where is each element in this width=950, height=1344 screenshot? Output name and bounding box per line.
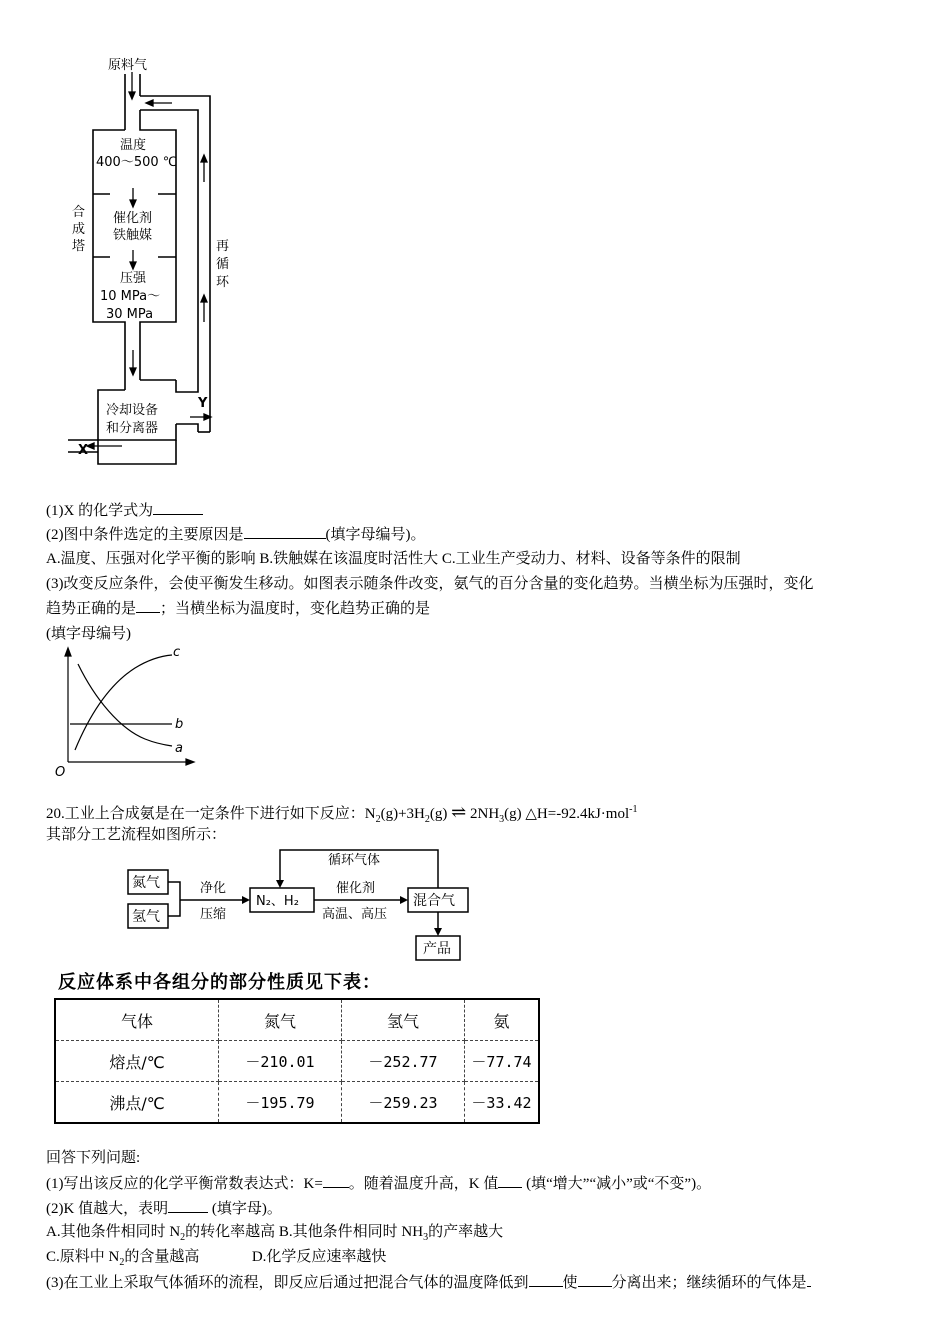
catalyst-label: 催化剂 <box>336 881 376 896</box>
option-text: A.其他条件相同时 N <box>46 1224 181 1240</box>
answer-blank[interactable] <box>323 1173 349 1188</box>
eq-sub: 2 <box>424 814 430 825</box>
tower-label-1: 合 <box>72 205 86 220</box>
q19-2 <box>46 524 426 545</box>
eq-text-4: 2NH <box>466 806 500 822</box>
equilibrium-arrow: ⇌ <box>451 802 467 822</box>
recycle-label-3: 环 <box>216 275 230 290</box>
series-b-label: b <box>175 717 184 732</box>
answer-intro: 回答下列问题: <box>46 1150 141 1166</box>
answer-blank[interactable] <box>136 598 160 613</box>
tower-label-3: 塔 <box>72 239 86 254</box>
eq-text-1: 20.工业上合成氨是在一定条件下进行如下反应：N <box>46 806 376 822</box>
q20-2-text: (2)K 值越大，表明 <box>46 1201 169 1217</box>
table-cell: －33.42 <box>465 1082 540 1124</box>
table-header: 氨 <box>465 999 540 1041</box>
q20-2 <box>46 1198 282 1219</box>
table-row <box>55 1041 539 1082</box>
table-cell: －210.01 <box>219 1041 342 1082</box>
table-header: 氮气 <box>219 999 342 1041</box>
y-axis-arrow <box>65 648 71 656</box>
answer-blank[interactable] <box>153 500 203 515</box>
option-text: 的含量越高 D.化学反应速率越快 <box>124 1249 387 1265</box>
process-flow-diagram <box>120 846 480 964</box>
recycle-label-1: 再 <box>216 239 230 254</box>
eq-sup: -1 <box>629 804 638 815</box>
recycle-label-2: 循 <box>216 257 230 272</box>
answer-blank[interactable] <box>498 1173 522 1188</box>
table-cell: －77.74 <box>465 1041 540 1082</box>
q20-3-text: (3)在工业上采取气体循环的流程，即反应后通过把混合气体的温度降低到 <box>46 1275 529 1291</box>
q19-3-text-2: ；当横坐标为温度时，变化趋势正确的是 <box>160 601 431 617</box>
catalyst-label: 催化剂 <box>113 211 153 226</box>
series-c-line <box>75 655 172 750</box>
x-axis-arrow <box>186 759 194 765</box>
origin-label: O <box>55 765 66 778</box>
pressure-label: 压强 <box>120 271 147 286</box>
table-header-row <box>55 999 539 1041</box>
series-a-line <box>78 664 172 746</box>
eq-text-5: (g) △H=-92.4kJ·mol <box>504 806 630 822</box>
option-sub: 2 <box>119 1257 125 1268</box>
tower-label-2: 成 <box>72 222 86 237</box>
table-cell: －259.23 <box>342 1082 465 1124</box>
q19-1-text: (1)X 的化学式为 <box>46 503 154 519</box>
q20-1 <box>46 1173 711 1194</box>
table-header: 氢气 <box>342 999 465 1041</box>
synthesis-tower-diagram <box>60 52 250 472</box>
mix-input-label: N₂、H₂ <box>256 894 299 909</box>
eq-text-3: (g) <box>429 806 452 822</box>
table-cell: －252.77 <box>342 1041 465 1082</box>
nitrogen-label: 氮气 <box>132 875 160 891</box>
recycle-label: 循环气体 <box>328 853 381 868</box>
q19-3-line2 <box>46 598 430 619</box>
series-c-label: c <box>173 645 181 660</box>
table-title: 反应体系中各组分的部分性质见下表： <box>58 972 381 993</box>
x-label: X <box>78 443 89 458</box>
hydrogen-label: 氢气 <box>132 909 160 925</box>
q20-process-intro: 其部分工艺流程如图所示： <box>46 827 227 843</box>
option-text: 的产率越大 <box>428 1224 504 1240</box>
eq-sub: 3 <box>499 814 505 825</box>
product-label: 产品 <box>423 941 451 957</box>
answer-blank[interactable] <box>244 524 326 539</box>
table-cell: 沸点/℃ <box>55 1082 219 1124</box>
option-sub: 2 <box>180 1232 186 1243</box>
purify-label: 净化 <box>200 881 227 896</box>
answer-blank[interactable] <box>529 1272 563 1287</box>
eq-sub: 2 <box>375 814 381 825</box>
q20-1-text-2: 。随着温度升高，K 值 <box>348 1176 499 1192</box>
compress-label: 压缩 <box>200 907 227 922</box>
answer-blank[interactable] <box>168 1198 208 1213</box>
q20-3 <box>46 1272 811 1293</box>
q20-2-hint: (填字母)。 <box>208 1201 282 1217</box>
q20-3-text-2: 使 <box>562 1275 578 1291</box>
cooler-label-1: 冷却设备 <box>106 403 159 418</box>
option-text: C.原料中 N <box>46 1249 120 1265</box>
pressure-range-2: 30 MPa <box>106 307 154 322</box>
q19-3-line3: (填字母编号) <box>46 626 131 642</box>
option-text: 的转化率越高 B.其他条件相同时 NH <box>185 1224 424 1240</box>
q20-1-text: (1)写出该反应的化学平衡常数表达式：K= <box>46 1176 323 1192</box>
series-a-label: a <box>175 741 183 756</box>
table-cell: 熔点/℃ <box>55 1041 219 1082</box>
y-label: Y <box>198 396 208 411</box>
q19-3-text: 趋势正确的是 <box>46 601 137 617</box>
catalyst-name: 铁触媒 <box>113 228 153 243</box>
eq-text-2: (g)+3H <box>380 806 425 822</box>
q19-1 <box>46 500 203 521</box>
mixture-label: 混合气 <box>413 893 455 909</box>
conditions-label: 高温、高压 <box>322 907 388 922</box>
q19-2-text: (2)图中条件选定的主要原因是 <box>46 527 244 543</box>
table-row <box>55 1082 539 1124</box>
cooler-label-2: 和分离器 <box>106 421 159 436</box>
temperature-label: 温度 <box>120 138 147 153</box>
q20-2-options-cd <box>46 1247 386 1273</box>
q20-3-text-3: 分离出来；继续循环的气体是 <box>611 1275 807 1291</box>
answer-blank[interactable] <box>807 1272 811 1287</box>
q20-1-hint: (填“增大”“减小”或“不变”)。 <box>522 1176 712 1192</box>
option-sub: 3 <box>423 1232 429 1243</box>
q19-2-hint: (填字母编号)。 <box>325 527 426 543</box>
q19-2-options: A.温度、压强对化学平衡的影响 B.铁触媒在该温度时活性大 C.工业生产受动力、材料、设备等条件的限制 <box>46 551 741 567</box>
trend-chart <box>50 644 200 778</box>
table-cell: －195.79 <box>219 1082 342 1124</box>
properties-table <box>54 998 540 1124</box>
q20-2-options-ab <box>46 1222 503 1248</box>
q19-3-line1: (3)改变反应条件，会使平衡发生移动。如图表示随条件改变，氨气的百分含量的变化趋势。当横坐标为压强时，变化 <box>46 576 814 592</box>
temperature-range: 400～500 ℃ <box>96 155 178 170</box>
feed-gas-label: 原料气 <box>108 58 148 73</box>
answer-blank[interactable] <box>578 1272 612 1287</box>
table-header: 气体 <box>55 999 219 1041</box>
pressure-range-1: 10 MPa～ <box>100 289 161 304</box>
